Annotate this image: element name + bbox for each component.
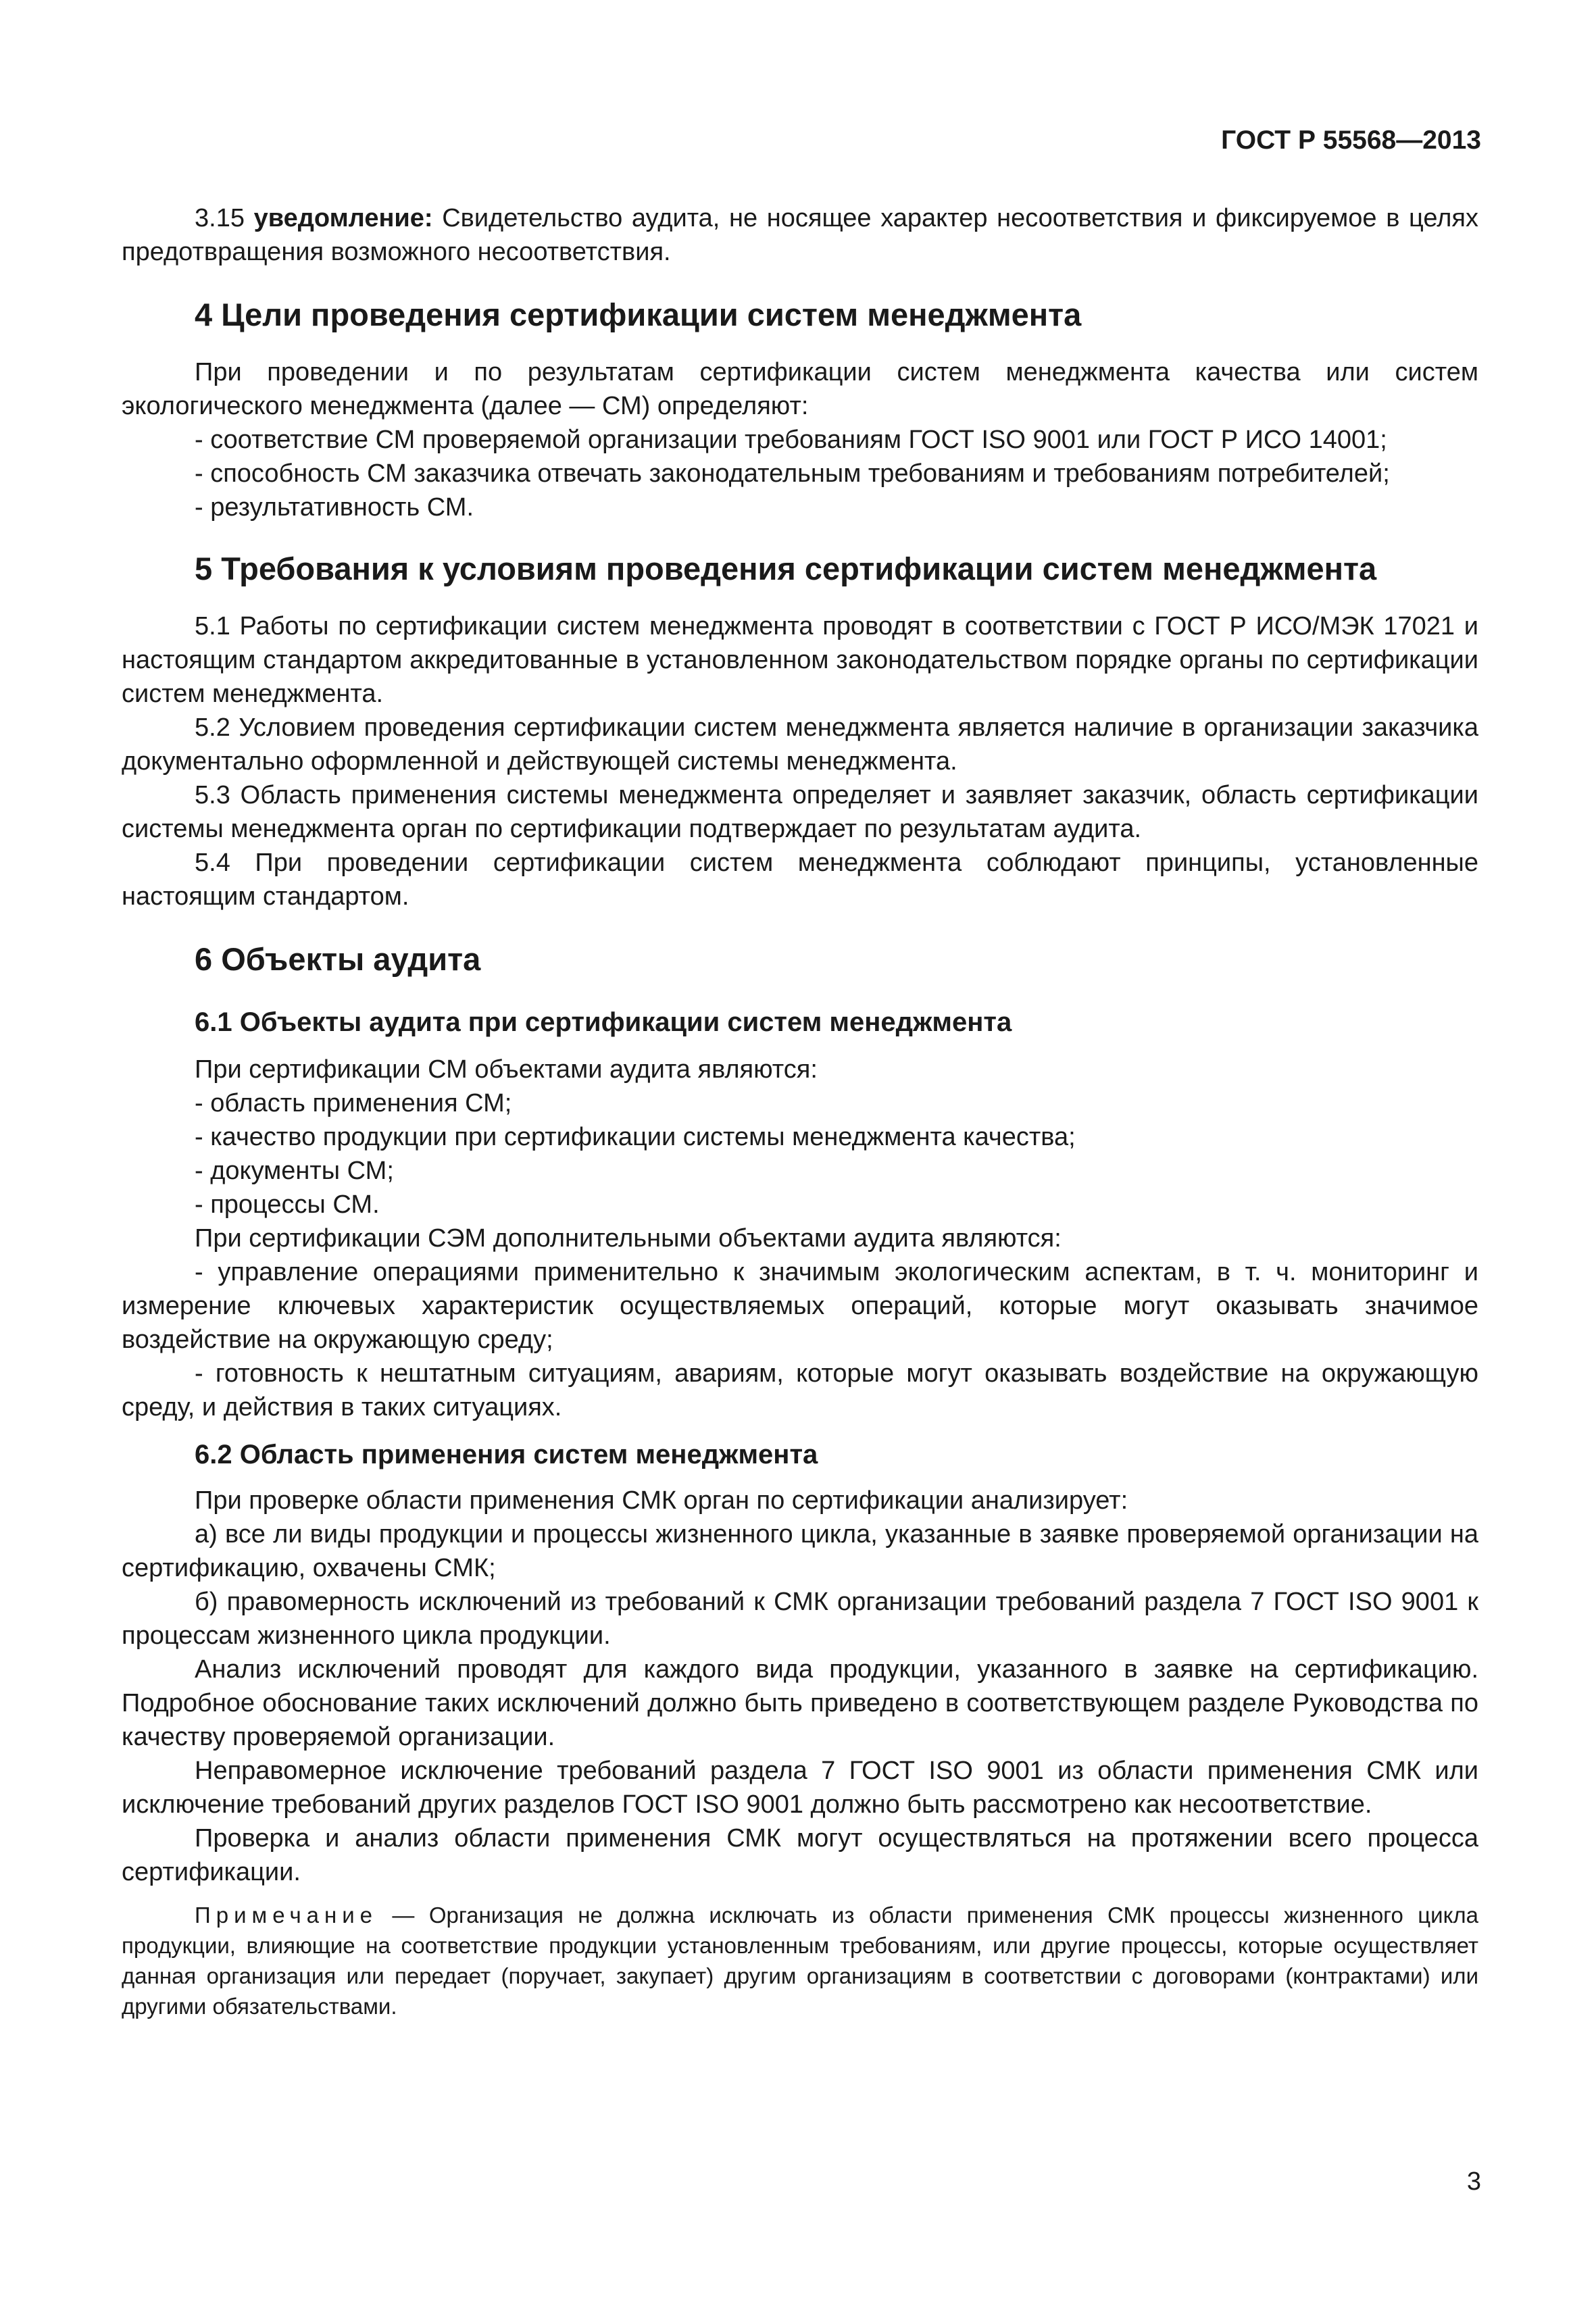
paragraph: При проверке области применения СМК орган по сертификации анализирует:: [195, 1486, 1128, 1515]
clause-term: уведомление:: [253, 204, 433, 232]
sem-object-operations: - управление операциями применительно к значимым экологическим аспектам, в т. ч. мониторинг и измерение ключевых характеристик осуществляемых операций, которые могут оказывать значимое воздействие на окружающую среду;: [122, 1258, 1478, 1354]
section-6-1-intro: При сертификации СМ объектами аудита являются:: [195, 1055, 818, 1084]
note-label: Примечание: [195, 1903, 378, 1928]
paragraph: Проверка и анализ области применения СМК могут осуществляться на протяжении всего процесса сертификации.: [122, 1824, 1478, 1886]
section-4-title: 4 Цели проведения сертификации систем менеджмента: [195, 297, 1082, 332]
list-item: - соответствие СМ проверяемой организации требованиям ГОСТ ISO 9001 или ГОСТ Р ИСО 14001;: [195, 426, 1387, 454]
paragraph: Анализ исключений проводят для каждого вида продукции, указанного в заявке на сертификацию. Подробное обоснование таких исключений должно быть приведено в соответствующем разделе Руководства по качеству проверяемой организации.: [122, 1655, 1478, 1751]
section-6-1-title: 6.1 Объекты аудита при сертификации систем менеджмента: [195, 1007, 1012, 1037]
paragraph: а) все ли виды продукции и процессы жизненного цикла, указанные в заявке проверяемой организации на сертификацию, охвачены СМК;: [122, 1520, 1478, 1582]
clause-definition: Свидетельство аудита, не носящее характер несоответствия и фиксируемое в целях предотвращения возможного несоответствия.: [122, 204, 1478, 266]
list-item: - качество продукции при сертификации системы менеджмента качества;: [195, 1123, 1076, 1151]
sem-object-emergency: - готовность к нештатным ситуациям, авариям, которые могут оказывать воздействие на окружающую среду, и действия в таких ситуациях.: [122, 1359, 1478, 1422]
list-item: - область применения СМ;: [195, 1089, 512, 1117]
page-content: [122, 201, 1478, 2021]
clause-3-15: [122, 201, 1478, 269]
clause-5-4: 5.4 При проведении сертификации систем менеджмента соблюдают принципы, установленные настоящим стандартом.: [122, 849, 1478, 911]
list-item: - документы СМ;: [195, 1157, 394, 1185]
clause-number: 3.15: [195, 204, 254, 232]
section-6-1-intro-sem: При сертификации СЭМ дополнительными объектами аудита являются:: [195, 1224, 1062, 1253]
paragraph: Неправомерное исключение требований раздела 7 ГОСТ ISO 9001 из области применения СМК или исключение требований других разделов ГОСТ ISO 9001 должно быть рассмотрено как несоответствие.: [122, 1757, 1478, 1819]
section-5-title: 5 Требования к условиям проведения сертификации систем менеджмента: [195, 551, 1377, 586]
standard-code: ГОСТ Р 55568—2013: [1221, 126, 1481, 155]
clause-5-1: 5.1 Работы по сертификации систем менеджмента проводят в соответствии с ГОСТ Р ИСО/МЭК 17021 и настоящим стандартом аккредитованные в установленном законодательством порядке органы по сертификации систем менеджмента.: [122, 612, 1478, 708]
section-4-intro: При проведении и по результатам сертификации систем менеджмента качества или систем экологического менеджмента (далее — СМ) определяют:: [122, 358, 1478, 420]
section-6-2-title: 6.2 Область применения систем менеджмента: [195, 1440, 818, 1469]
list-item: - способность СМ заказчика отвечать законодательным требованиям и требованиям потребителей;: [195, 459, 1390, 488]
clause-5-2: 5.2 Условием проведения сертификации систем менеджмента является наличие в организации заказчика документально оформленной и действующей системы менеджмента.: [122, 713, 1478, 776]
clause-5-3: 5.3 Область применения системы менеджмента определяет и заявляет заказчик, область сертификации системы менеджмента орган по сертификации подтверждает по результатам аудита.: [122, 781, 1478, 843]
section-6-title: 6 Объекты аудита: [195, 941, 481, 977]
note-text: — Организация не должна исключать из области применения СМК процессы жизненного цикла продукции, влияющие на соответствие продукции установленным требованиям, или другие процессы, которые осуществляет данная организация или передает (поручает, закупает) другим организациям в соответствии с договорами (контрактами) или другими обязательствами.: [122, 1903, 1478, 2019]
list-item: - результативность СМ.: [195, 493, 474, 522]
page-number: 3: [1466, 2167, 1481, 2196]
note: [122, 1900, 1478, 2021]
paragraph: б) правомерность исключений из требований к СМК организации требований раздела 7 ГОСТ ISO 9001 к процессам жизненного цикла продукции.: [122, 1588, 1478, 1650]
list-item: - процессы СМ.: [195, 1190, 380, 1219]
